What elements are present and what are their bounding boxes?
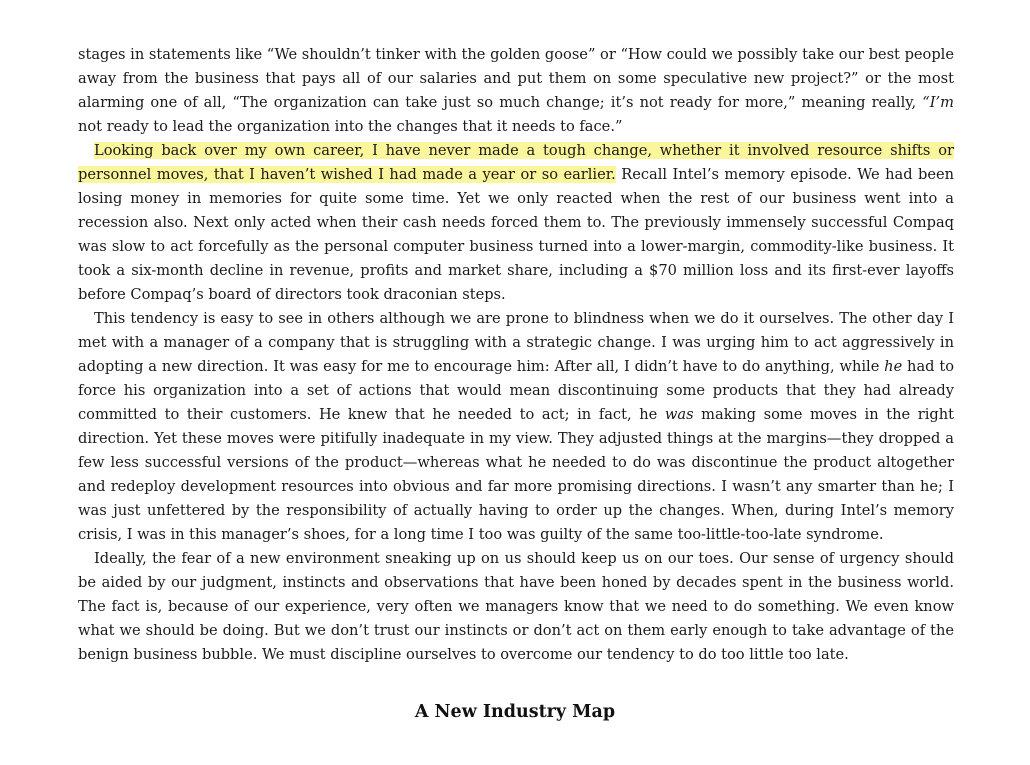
paragraph-3-text-a: This tendency is easy to see in others although we are prone to blindness when we do it ourselves. The other day I met with a manager of a company that is struggling with a strategic change. I was urging him to act aggressively in adopting a new direction. It was easy for me to encourage him: After all, I didn’t have to do anything, while bbox=[78, 310, 954, 375]
paragraph-1-italic: “I’m bbox=[922, 94, 954, 111]
paragraph-2 bbox=[78, 139, 954, 307]
paragraph-4 bbox=[78, 547, 954, 667]
paragraph-1 bbox=[78, 43, 954, 139]
highlighted-passage[interactable]: Looking back over my own career, I have never made a tough change, whether it involved resource shifts or personnel moves, that I haven’t wished I had made a year or so earlier. bbox=[78, 142, 954, 183]
section-heading: A New Industry Map bbox=[414, 702, 616, 722]
paragraph-3 bbox=[78, 307, 954, 547]
paragraph-1-text: stages in statements like “We shouldn’t tinker with the golden goose” or “How could we possibly take our best people away from the business that pays all of our salaries and put them on some speculative new project?” or the most alarming one of all, “The organization can take just so much change; it’s not ready for more,” meaning really, bbox=[78, 46, 954, 111]
paragraph-3-text-b: had to force his organization into a set of actions that would mean discontinuing some products that they had already committed to their customers. He knew that he needed to act; in fact, he bbox=[78, 358, 954, 423]
paragraph-4-text: Ideally, the fear of a new environment sneaking up on us should keep us on our toes. Our sense of urgency should be aided by our judgment, instincts and observations that have been honed by decades spent in the business world. The fact is, because of our experience, very often we managers know that we need to do something. We even know what we should be doing. But we don’t trust our instincts or don’t act on them early enough to take advantage of the benign business bubble. We must discipline ourselves to overcome our tendency to do too little too late. bbox=[78, 550, 954, 663]
paragraph-2-text: Recall Intel’s memory episode. We had been losing money in memories for quite some time. Yet we only reacted when the rest of our business went into a recession also. Next only acted when their cash needs forced them to. The previously immensely successful Compaq was slow to act forcefully as the personal computer business turned into a lower-margin, commodity-like business. It took a six-month decline in revenue, profits and market share, including a $70 million loss and its first-ever layoffs before Compaq’s board of directors took draconian steps. bbox=[78, 166, 955, 303]
document-body bbox=[78, 43, 954, 667]
paragraph-1-end: not ready to lead the organization into the changes that it needs to face.” bbox=[78, 118, 623, 135]
paragraph-3-italic-was: was bbox=[664, 406, 694, 423]
paragraph-3-italic-he: he bbox=[884, 358, 903, 375]
paragraph-3-text-c: making some moves in the right direction. Yet these moves were pitifully inadequate in my view. They adjusted things at the margins—they dropped a few less successful versions of the product—whereas what he needed to do was discontinue the product altogether and redeploy development resources into obvious and far more promising directions. I wasn’t any smarter than he; I was just unfettered by the responsibility of actually having to order up the changes. When, during Intel’s memory crisis, I was in this manager’s shoes, for a long time I too was guilty of the same too-little-too-late syndrome. bbox=[78, 406, 954, 543]
